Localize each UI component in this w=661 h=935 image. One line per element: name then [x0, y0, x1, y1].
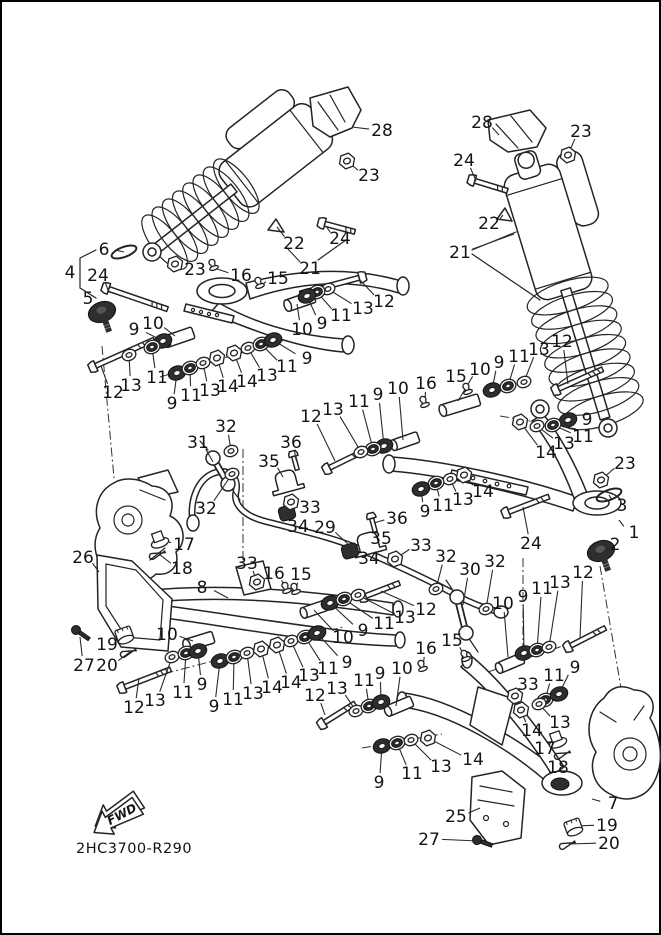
part-label-11: 11: [146, 368, 168, 388]
lower-arm-brace: [470, 771, 525, 845]
diagram-artwork: [70, 81, 661, 850]
part-label-14: 14: [521, 721, 543, 741]
part-label-22: 22: [478, 214, 500, 234]
part-glyph-collar: [498, 377, 517, 395]
leader-line: [117, 250, 124, 252]
part-label-11: 11: [172, 683, 194, 703]
part-label-32: 32: [484, 552, 506, 572]
part-label-18: 18: [547, 758, 569, 778]
part-label-11: 11: [353, 671, 375, 691]
part-label-11: 11: [508, 347, 530, 367]
part-label-32: 32: [195, 499, 217, 519]
part-glyph-nut: [418, 729, 438, 747]
part-label-12: 12: [551, 332, 573, 352]
part-label-31: 31: [187, 433, 209, 453]
part-label-13: 13: [549, 713, 571, 733]
leader-line: [619, 520, 624, 526]
part-label-9: 9: [569, 658, 581, 678]
part-label-16: 16: [415, 374, 437, 394]
part-label-14: 14: [462, 750, 484, 770]
leader-line: [592, 799, 600, 801]
part-label-24: 24: [329, 229, 351, 249]
part-label-15: 15: [290, 565, 312, 585]
part-label-23: 23: [358, 166, 380, 186]
part-label-19: 19: [596, 816, 618, 836]
part-label-16: 16: [415, 639, 437, 659]
leader-line: [549, 591, 558, 647]
part-label-32: 32: [215, 417, 237, 437]
part-label-30: 30: [459, 560, 481, 580]
leader-line: [472, 234, 514, 249]
part-label-33: 33: [299, 498, 321, 518]
part-glyph-washer: [223, 443, 240, 458]
part-glyph-nut: [251, 640, 271, 658]
part-label-14: 14: [261, 678, 283, 698]
part-glyph-nipple: [207, 258, 219, 271]
part-label-11: 11: [348, 392, 370, 412]
part-label-12: 12: [373, 292, 395, 312]
part-glyph-nut: [267, 636, 287, 654]
part-label-3: 3: [616, 496, 628, 516]
part-label-13: 13: [298, 666, 320, 686]
right-steering-knuckle: [589, 687, 660, 799]
part-label-11: 11: [276, 357, 298, 377]
part-label-27: 27: [73, 656, 95, 676]
part-label-9: 9: [128, 320, 140, 340]
part-label-28: 28: [471, 113, 493, 133]
part-label-9: 9: [372, 385, 384, 405]
part-label-28: 28: [371, 121, 393, 141]
part-label-25: 25: [445, 807, 467, 827]
part-label-10: 10: [332, 628, 354, 648]
leader-line: [537, 597, 541, 650]
part-label-14: 14: [535, 443, 557, 463]
leader-line: [504, 612, 508, 657]
part-label-21: 21: [299, 259, 321, 279]
part-label-5: 5: [82, 289, 94, 309]
leader-line: [523, 507, 528, 534]
part-label-13: 13: [549, 573, 571, 593]
part-label-9: 9: [581, 410, 593, 430]
part-label-11: 11: [222, 690, 244, 710]
part-label-10: 10: [156, 625, 178, 645]
part-glyph-nut: [510, 413, 530, 431]
part-label-9: 9: [419, 502, 431, 522]
part-label-13: 13: [322, 400, 344, 420]
part-label-24: 24: [520, 534, 542, 554]
leader-line: [317, 424, 335, 461]
part-label-19: 19: [96, 635, 118, 655]
part-label-9: 9: [166, 394, 178, 414]
part-label-13: 13: [144, 691, 166, 711]
part-label-9: 9: [341, 653, 353, 673]
part-label-13: 13: [452, 490, 474, 510]
part-label-11: 11: [543, 666, 565, 686]
part-label-21: 21: [449, 243, 471, 263]
part-label-36: 36: [386, 509, 408, 529]
part-label-17: 17: [534, 739, 556, 759]
part-label-34: 34: [287, 517, 309, 537]
part-label-1: 1: [628, 523, 640, 543]
part-label-12: 12: [123, 698, 145, 718]
direction-marker: [268, 219, 284, 232]
part-label-26: 26: [72, 548, 94, 568]
part-glyph-washer: [516, 374, 533, 389]
part-label-13: 13: [528, 340, 550, 360]
part-label-17: 17: [173, 535, 195, 555]
part-label-13: 13: [352, 299, 374, 319]
part-label-13: 13: [430, 757, 452, 777]
part-label-13: 13: [553, 434, 575, 454]
leader-line: [580, 581, 582, 638]
part-label-35: 35: [258, 452, 280, 472]
part-label-9: 9: [373, 773, 385, 793]
part-label-9: 9: [208, 697, 220, 717]
part-label-15: 15: [267, 269, 289, 289]
part-label-9: 9: [493, 353, 505, 373]
part-label-13: 13: [242, 684, 264, 704]
part-label-11: 11: [572, 427, 594, 447]
part-label-33: 33: [410, 536, 432, 556]
part-glyph-bushing: [481, 380, 503, 399]
part-label-9: 9: [374, 664, 386, 684]
part-label-20: 20: [598, 834, 620, 854]
leader-line: [80, 637, 82, 656]
part-label-13: 13: [120, 376, 142, 396]
part-label-11: 11: [180, 386, 202, 406]
part-label-23: 23: [184, 260, 206, 280]
part-label-16: 16: [230, 266, 252, 286]
part-glyph-nipple: [418, 395, 430, 408]
part-label-11: 11: [531, 579, 553, 599]
part-label-12: 12: [572, 563, 594, 583]
upper-mount-bracket-right: [488, 110, 546, 152]
part-label-35: 35: [370, 529, 392, 549]
part-label-13: 13: [199, 381, 221, 401]
part-glyph-nipple: [416, 659, 428, 672]
fwd-arrow-label: FWD: [104, 800, 139, 828]
part-label-32: 32: [435, 547, 457, 567]
part-label-11: 11: [330, 306, 352, 326]
part-label-13: 13: [256, 366, 278, 386]
part-label-14: 14: [280, 673, 302, 693]
leader-line: [352, 127, 369, 129]
part-glyph-nut: [207, 349, 227, 367]
part-label-14: 14: [472, 482, 494, 502]
part-label-9: 9: [517, 587, 529, 607]
part-label-12: 12: [304, 686, 326, 706]
part-label-13: 13: [394, 608, 416, 628]
part-label-9: 9: [196, 675, 208, 695]
part-glyph-pin: [559, 839, 577, 850]
part-label-15: 15: [445, 367, 467, 387]
part-label-9: 9: [301, 349, 313, 369]
part-label-11: 11: [401, 764, 423, 784]
part-label-13: 13: [326, 679, 348, 699]
leader-line: [374, 520, 384, 523]
part-label-20: 20: [96, 656, 118, 676]
part-label-9: 9: [316, 314, 328, 334]
part-label-10: 10: [291, 320, 313, 340]
part-label-4: 4: [64, 263, 76, 283]
part-label-10: 10: [492, 594, 514, 614]
part-label-10: 10: [469, 360, 491, 380]
part-label-10: 10: [142, 314, 164, 334]
part-label-24: 24: [453, 151, 475, 171]
part-label-12: 12: [415, 600, 437, 620]
part-label-14: 14: [217, 377, 239, 397]
upper-mount-bracket-left: [310, 87, 361, 137]
part-glyph-castle: [563, 818, 583, 838]
part-label-12: 12: [102, 383, 124, 403]
part-label-6: 6: [98, 240, 110, 260]
part-glyph-collar: [387, 734, 406, 752]
part-label-14: 14: [236, 372, 258, 392]
part-label-23: 23: [614, 454, 636, 474]
part-label-11: 11: [317, 659, 339, 679]
part-label-18: 18: [171, 559, 193, 579]
part-label-24: 24: [87, 266, 109, 286]
part-label-10: 10: [391, 659, 413, 679]
part-label-16: 16: [263, 564, 285, 584]
part-label-23: 23: [570, 122, 592, 142]
part-label-22: 22: [283, 234, 305, 254]
part-label-12: 12: [300, 407, 322, 427]
part-label-10: 10: [387, 379, 409, 399]
part-label-2: 2: [609, 535, 621, 555]
left-shock-absorber: [114, 81, 361, 284]
part-label-27: 27: [418, 830, 440, 850]
part-label-11: 11: [373, 614, 395, 634]
leader-line: [399, 397, 403, 440]
part-label-29: 29: [314, 518, 336, 538]
part-label-11: 11: [432, 496, 454, 516]
part-label-7: 7: [607, 794, 619, 814]
part-label-15: 15: [441, 631, 463, 651]
fwd-arrow: [85, 788, 149, 842]
part-glyph-nut: [224, 344, 244, 362]
diagram-code: 2HC3700-R290: [76, 841, 193, 857]
part-label-9: 9: [357, 621, 369, 641]
part-label-33: 33: [236, 554, 258, 574]
part-label-33: 33: [517, 675, 539, 695]
part-label-8: 8: [196, 578, 208, 598]
part-label-36: 36: [280, 433, 302, 453]
part-label-34: 34: [358, 549, 380, 569]
